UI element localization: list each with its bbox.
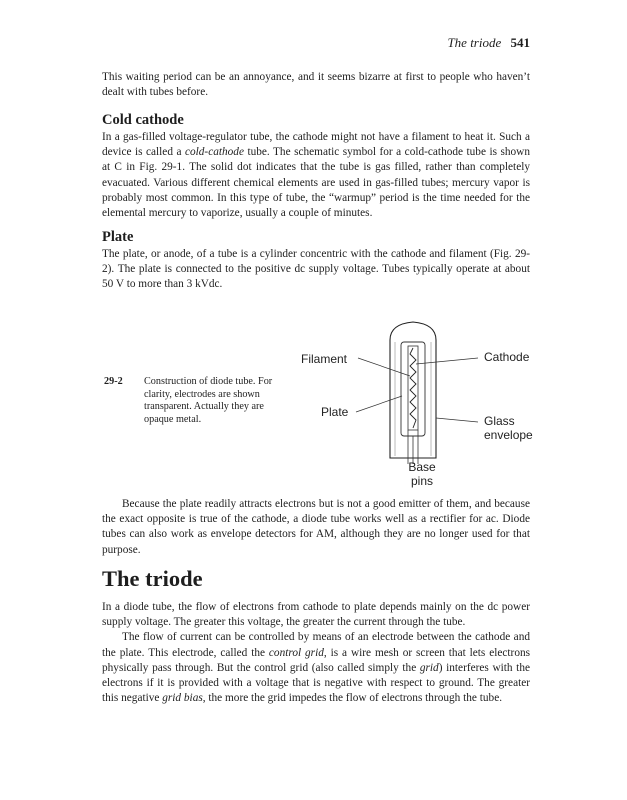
triode-paragraph-2: The flow of current can be controlled by means of an electrode between the cathode and the plate. This electrode, called the control grid, is a wire mesh or screen that lets electrons physically pass through. But the control grid (also called simply the grid) interferes with the electrons if it is provided with a voltage that is negative with respect to ground. The greater this negative grid bias, the more the grid impedes the flow of electrons through the tube. [102,631,531,705]
figure-caption [104,376,284,426]
filament-coil [410,348,416,428]
plate-cylinder [401,342,425,436]
intro-paragraph [102,70,530,100]
filament-leader [358,358,410,376]
plate-text: The plate, or anode, of a tube is a cylinder concentric with the cathode and filament (Fig. 29-2). The plate is connected to the positive dc supply voltage. Tubes typically operate at about 50 V to more than 3 kVdc. [102,248,530,291]
label-base: Base [408,460,436,474]
cold-cathode-term: cold-cathode [184,146,244,159]
label-envelope: envelope [484,428,533,442]
page-number: 541 [510,35,530,50]
cold-cathode-heading: Cold cathode [102,112,184,128]
header-title: The triode [447,35,502,50]
cold-cathode-paragraph [102,130,530,221]
triode-section [102,600,530,706]
label-glass: Glass [484,414,515,428]
triode-paragraph-1: In a diode tube, the flow of electrons from cathode to plate depends mainly on the dc power supply voltage. The greater this voltage, the greater the current through the tube. [102,601,530,629]
grid-term: grid [419,661,439,674]
label-filament: Filament [301,352,348,366]
triode-heading: The triode [102,566,203,591]
plate-paragraph [102,247,530,293]
grid-bias-term: grid bias [162,692,203,705]
intro-text: This waiting period can be an annoyance, and it seems bizarre at first to people who haven’t dealt with tubes before. [102,71,530,99]
after-figure-paragraph [102,497,530,558]
cold-cathode-text: In a gas-filled voltage-regulator tube, the cathode might not have a filament to heat it. Such a device is called a cold-cathode tube. The schematic symbol for a cold-cathode tube is shown at C in Fig. 29-1. The solid dot indicates that the tube is gas filled, rather than completely evacuated. Various different chemical elements are used in gas-filled tubes; mercury vapor is probably most common. In this type of tube, the “warmup” period is the time needed for the elemental mercury to vaporize, usually a couple of minutes. [102,131,530,220]
after-figure-text: Because the plate readily attracts electrons but is not a good emitter of them, and because the exact opposite is true of the cathode, a diode tube works well as a rectifier for ac. Diode tubes can also work as envelope detectors for AM, although they are no longer used for that purpose. [102,498,530,556]
running-header [447,35,530,51]
label-pins: pins [410,474,433,488]
glass-leader [436,418,478,422]
diode-tube-diagram [350,318,540,468]
figure-number: 29-2 [104,376,123,387]
label-cathode: Cathode [484,350,530,364]
plate-heading: Plate [102,229,134,245]
control-grid-term: control grid [268,646,324,659]
figure-caption-text: Construction of diode tube. For clarity, electrodes are shown transparent. Actually they are opaque metal. [144,376,273,425]
label-plate: Plate [321,405,349,419]
